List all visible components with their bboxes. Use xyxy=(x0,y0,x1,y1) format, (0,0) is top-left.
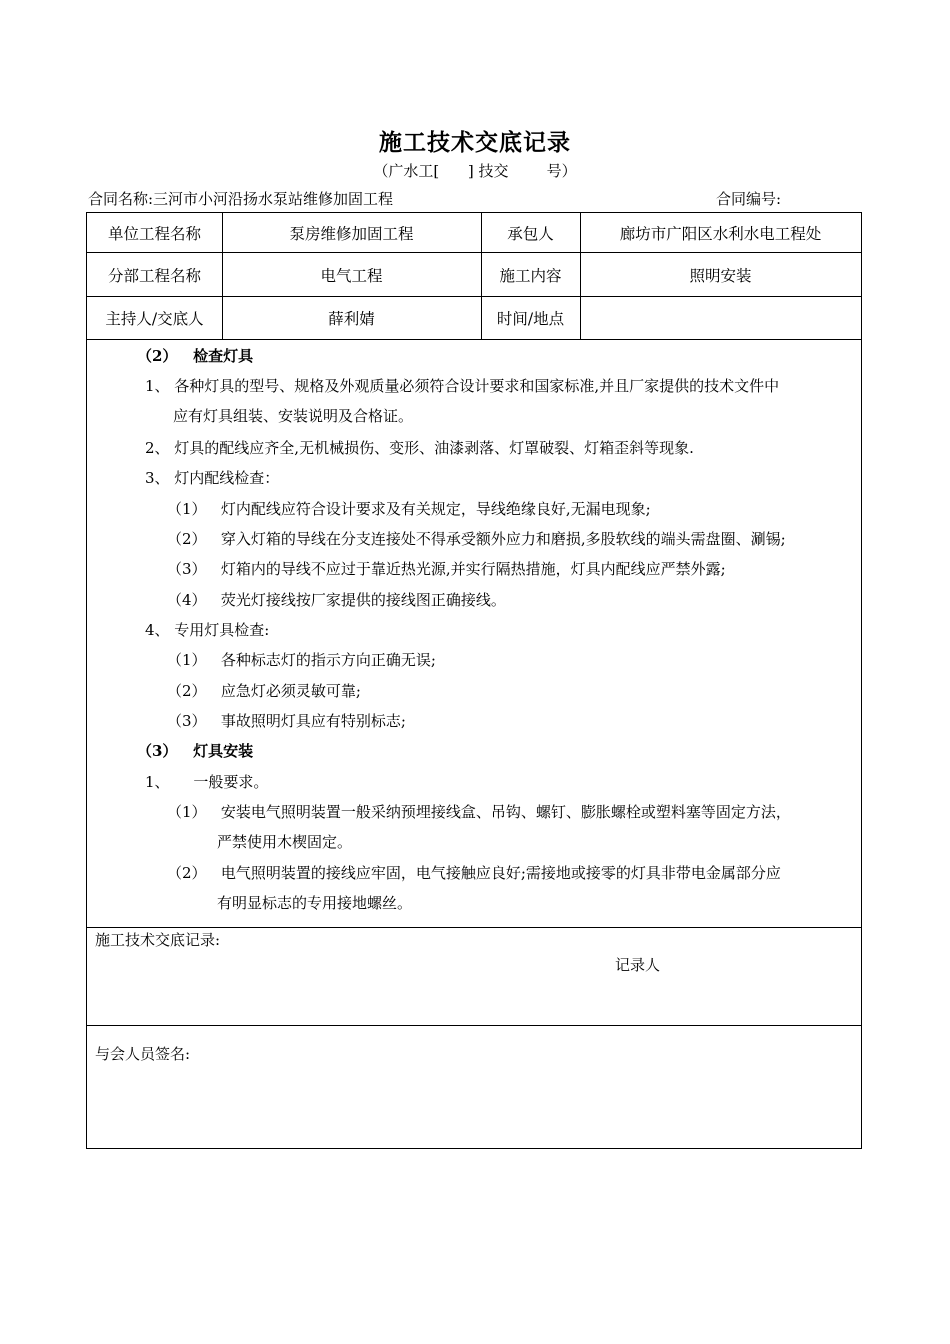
content-line: 有明显标志的专用接地螺丝。 xyxy=(217,894,413,912)
recorder-label: 记录人 xyxy=(615,956,661,974)
value-time-place xyxy=(580,297,861,339)
document-title: 施工技术交底记录 xyxy=(379,129,571,156)
content-line: （4） 荧光灯接线按厂家提供的接线图正确接线。 xyxy=(167,591,506,609)
content-line: 3、 灯内配线检查： xyxy=(145,469,280,487)
label-work-content: 施工内容 xyxy=(499,266,562,285)
value-unit-project: 泵房维修加固工程 xyxy=(289,224,414,243)
section-divider xyxy=(87,927,861,928)
value-host: 薛利婧 xyxy=(328,310,375,328)
content-line: （3） 灯箱内的导线不应过于靠近热光源,并实行隔热措施，灯具内配线应严禁外露; xyxy=(167,560,726,578)
content-line: （2） 应急灯必须灵敏可靠; xyxy=(167,682,361,700)
content-line: （3） 事故照明灯具应有特别标志; xyxy=(167,712,406,730)
label-host: 主持人/交底人 xyxy=(105,310,204,328)
content-line: 1、 一般要求。 xyxy=(145,773,269,791)
label-contractor: 承包人 xyxy=(507,224,554,243)
section-heading: （3） 灯具安装 xyxy=(137,742,254,760)
value-sub-project: 电气工程 xyxy=(320,266,383,285)
section-heading: （2） 检查灯具 xyxy=(137,347,254,365)
record-table xyxy=(86,212,862,1149)
section-divider xyxy=(87,1025,861,1026)
value-work-content: 照明安装 xyxy=(689,266,752,285)
contract-number: 合同编号: xyxy=(716,190,782,208)
document-subtitle: （广水工[ ] 技交 号） xyxy=(373,162,577,180)
content-line: 2、 灯具的配线应齐全,无机械损伤、变形、油漆剥落、灯罩破裂、灯箱歪斜等现象. xyxy=(145,439,694,457)
content-line: （2） 穿入灯箱的导线在分支连接处不得承受额外应力和磨损,多股软线的端头需盘圈、涮锡; xyxy=(167,530,786,548)
content-line: （1） 各种标志灯的指示方向正确无误; xyxy=(167,651,436,669)
signature-label: 与会人员签名: xyxy=(95,1045,191,1063)
contract-name: 合同名称:三河市小河沿扬水泵站维修加固工程 xyxy=(88,190,394,208)
content-line: 4、 专用灯具检查: xyxy=(145,621,270,639)
content-line: 严禁使用木楔固定。 xyxy=(217,833,353,851)
record-label: 施工技术交底记录: xyxy=(95,931,221,949)
content-line: 1、 各种灯具的型号、规格及外观质量必须符合设计要求和国家标准,并且厂家提供的技术文件中 xyxy=(145,377,780,395)
row-divider xyxy=(87,339,861,340)
label-unit-project: 单位工程名称 xyxy=(107,224,201,243)
content-line: （1） 安装电气照明装置一般采纳预埋接线盒、吊钩、螺钉、膨胀螺栓或塑料塞等固定方法， xyxy=(167,803,791,821)
contract-line xyxy=(88,188,862,210)
content-line: （2） 电气照明装置的接线应牢固，电气接触应良好;需接地或接零的灯具非带电金属部分应 xyxy=(167,864,781,882)
label-time-place: 时间/地点 xyxy=(496,310,565,328)
content-line: （1） 灯内配线应符合设计要求及有关规定，导线绝缘良好,无漏电现象; xyxy=(167,500,651,518)
content-line: 应有灯具组装、安装说明及合格证。 xyxy=(173,407,414,425)
value-contractor: 廊坊市广阳区水利水电工程处 xyxy=(619,224,822,243)
label-sub-project: 分部工程名称 xyxy=(107,266,201,285)
